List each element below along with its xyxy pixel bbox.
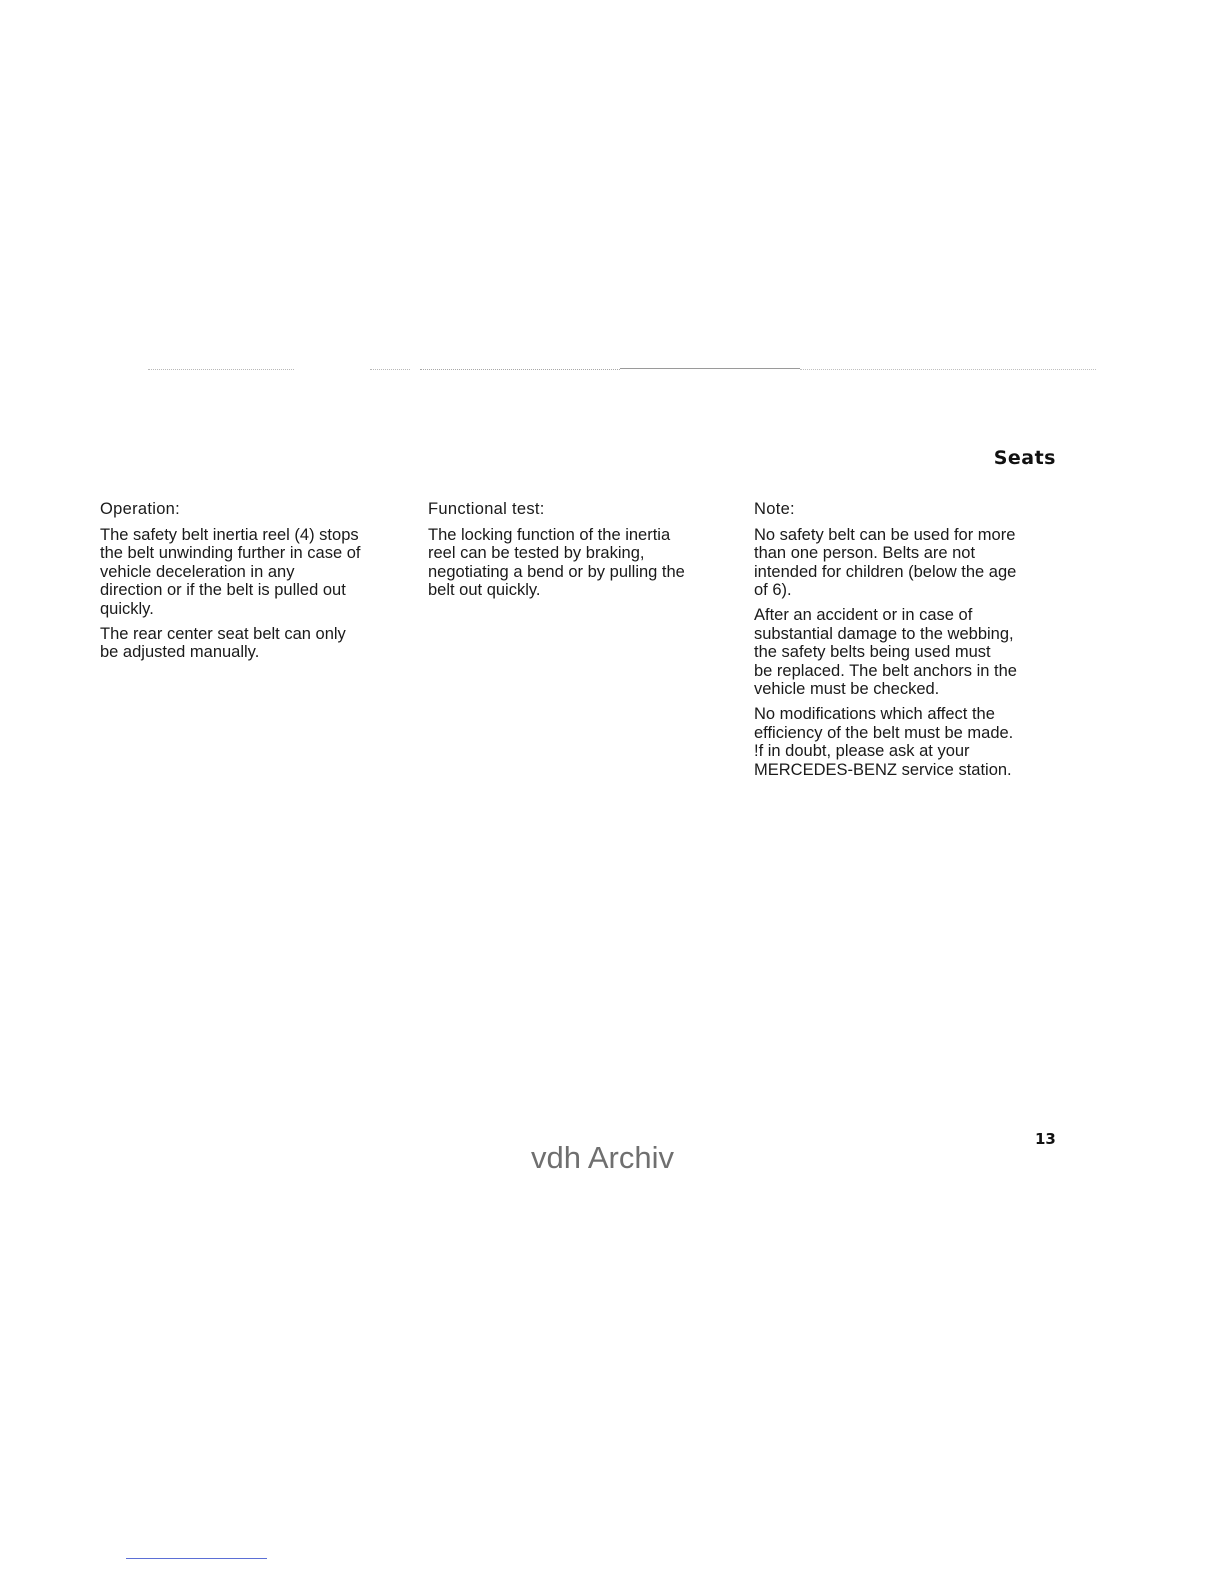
page-number: 13 bbox=[1035, 1130, 1056, 1148]
top-divider-rule bbox=[800, 369, 1096, 370]
body-paragraph: No safety belt can be used for more than one person. Belts are not intended for children (below the age of 6). bbox=[754, 525, 1017, 600]
section-title: Seats bbox=[993, 447, 1056, 469]
body-paragraph: After an accident or in case of substantial damage to the webbing, the safety belts being used must be replaced. The belt anchors in the vehicle must be checked. bbox=[754, 605, 1017, 699]
top-divider-rule bbox=[370, 369, 410, 370]
top-divider-rule bbox=[620, 368, 800, 369]
body-paragraph: The safety belt inertia reel (4) stops the belt unwinding further in case of vehicle deceleration in any direction or if the belt is pulled out quickly. bbox=[100, 525, 361, 618]
column-heading: Operation: bbox=[100, 500, 181, 518]
top-divider-rule bbox=[420, 369, 620, 370]
column-operation bbox=[100, 500, 410, 668]
top-divider-rule bbox=[148, 369, 294, 370]
column-heading: Functional test: bbox=[428, 500, 545, 518]
column-heading: Note: bbox=[754, 500, 795, 518]
column-functional-test bbox=[428, 500, 733, 606]
watermark-text: vdh Archiv bbox=[531, 1140, 675, 1175]
bottom-link-underline[interactable] bbox=[126, 1558, 267, 1559]
column-note bbox=[754, 500, 1074, 785]
body-paragraph: No modifications which affect the efficiency of the belt must be made. !f in doubt, please ask at your MERCEDES-BENZ service station. bbox=[754, 704, 1014, 779]
body-paragraph: The rear center seat belt can only be adjusted manually. bbox=[100, 624, 346, 662]
body-paragraph: The locking function of the inertia reel can be tested by braking, negotiating a bend or by pulling the belt out quickly. bbox=[428, 525, 685, 600]
